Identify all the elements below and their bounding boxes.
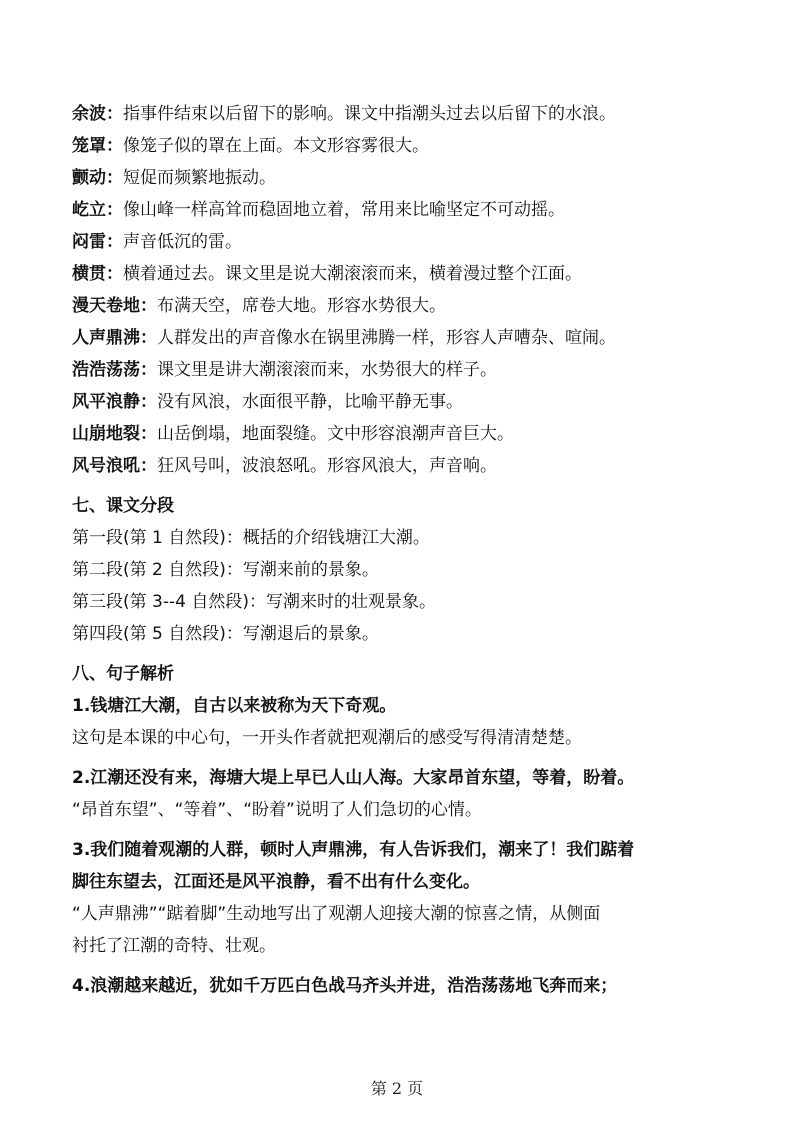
vocab-term: 风号浪吼: [72, 456, 140, 476]
page-content: [72, 98, 722, 1002]
sentence-3-line-1: 3.我们随着观潮的人群，顿时人声鼎沸，有人告诉我们，潮来了！我们踮着: [72, 840, 635, 860]
section-7-heading: 七、课文分段: [72, 496, 174, 516]
vocab-definition: 山岳倒塌，地面裂缝。文中形容浪潮声音巨大。: [157, 424, 514, 444]
vocab-term: 屹立: [72, 200, 106, 220]
vocab-separator: ：: [106, 168, 123, 188]
vocab-definition: 人群发出的声音像水在锅里沸腾一样，形容人声嘈杂、喧闹。: [157, 328, 616, 348]
vocab-definition: 横着通过去。课文里是说大潮滚滚而来，横着漫过整个江面。: [123, 264, 582, 284]
vocab-definition: 没有风浪，水面很平静，比喻平静无事。: [157, 392, 463, 412]
vocab-definition: 短促而频繁地振动。: [123, 168, 276, 188]
page-number: 第 2 页: [370, 1079, 424, 1098]
vocab-definition: 指事件结束以后留下的影响。课文中指潮头过去以后留下的水浪。: [123, 104, 616, 124]
vocab-separator: ：: [140, 328, 157, 348]
vocab-definition: 像山峰一样高耸而稳固地立着，常用来比喻坚定不可动摇。: [123, 200, 565, 220]
vocab-separator: ：: [140, 360, 157, 380]
section-8-heading: 八、句子解析: [72, 664, 174, 684]
vocab-item: [72, 322, 722, 354]
vocab-separator: ：: [140, 392, 157, 412]
paragraph-division-item: 第一段(第 1 自然段)：概括的介绍钱塘江大潮。: [72, 528, 430, 548]
vocab-item: [72, 194, 722, 226]
paragraph-division-item: 第二段(第 2 自然段)：写潮来前的景象。: [72, 560, 379, 580]
explanation-3-line-2: 衬托了江潮的奇特、壮观。: [72, 936, 276, 956]
vocab-separator: ：: [106, 264, 123, 284]
vocab-term: 余波: [72, 104, 106, 124]
vocab-item: [72, 386, 722, 418]
vocab-term: 闷雷: [72, 232, 106, 252]
vocab-item: [72, 98, 722, 130]
vocab-separator: ：: [106, 136, 123, 156]
paragraph-division-item: 第三段(第 3--4 自然段)：写潮来时的壮观景象。: [72, 592, 436, 612]
vocab-definition: 声音低沉的雷。: [123, 232, 242, 252]
vocab-term: 横贯: [72, 264, 106, 284]
vocab-separator: ：: [140, 296, 157, 316]
paragraph-division-item: 第四段(第 5 自然段)：写潮退后的景象。: [72, 624, 379, 644]
vocab-item: [72, 354, 722, 386]
explanation-2: “昂首东望”、“等着”、“盼着”说明了人们急切的心情。: [72, 800, 482, 820]
section-7-list: [72, 522, 722, 650]
vocab-term: 浩浩荡荡: [72, 360, 140, 380]
vocab-separator: ：: [106, 104, 123, 124]
sentence-2: 2.江潮还没有来，海塘大堤上早已人山人海。大家昂首东望，等着，盼着。: [72, 768, 635, 788]
vocab-item: [72, 162, 722, 194]
sentence-1: 1.钱塘江大潮，自古以来被称为天下奇观。: [72, 696, 397, 716]
vocab-term: 笼罩: [72, 136, 106, 156]
vocab-item: [72, 130, 722, 162]
vocab-list: [72, 98, 722, 482]
vocab-definition: 狂风号叫，波浪怒吼。形容风浪大，声音响。: [157, 456, 497, 476]
sentence-3-line-2: 脚往东望去，江面还是风平浪静，看不出有什么变化。: [72, 872, 480, 892]
vocab-definition: 课文里是讲大潮滚滚而来，水势很大的样子。: [157, 360, 497, 380]
vocab-separator: ：: [106, 232, 123, 252]
explanation-1: 这句是本课的中心句，一开头作者就把观潮后的感受写得清清楚楚。: [72, 728, 582, 748]
vocab-term: 风平浪静: [72, 392, 140, 412]
vocab-item: [72, 418, 722, 450]
vocab-item: [72, 226, 722, 258]
vocab-term: 颤动: [72, 168, 106, 188]
sentence-4: 4.浪潮越来越近，犹如千万匹白色战马齐头并进，浩浩荡荡地飞奔而来；: [72, 976, 618, 996]
explanation-3-line-1: “人声鼎沸”“踮着脚”生动地写出了观潮人迎接大潮的惊喜之情，从侧面: [72, 904, 601, 924]
vocab-item: [72, 450, 722, 482]
vocab-separator: ：: [140, 456, 157, 476]
vocab-definition: 像笼子似的罩在上面。本文形容雾很大。: [123, 136, 429, 156]
vocab-definition: 布满天空，席卷大地。形容水势很大。: [157, 296, 446, 316]
vocab-term: 山崩地裂: [72, 424, 140, 444]
vocab-item: [72, 290, 722, 322]
vocab-item: [72, 258, 722, 290]
vocab-separator: ：: [106, 200, 123, 220]
vocab-separator: ：: [140, 424, 157, 444]
vocab-term: 人声鼎沸: [72, 328, 140, 348]
vocab-term: 漫天卷地: [72, 296, 140, 316]
